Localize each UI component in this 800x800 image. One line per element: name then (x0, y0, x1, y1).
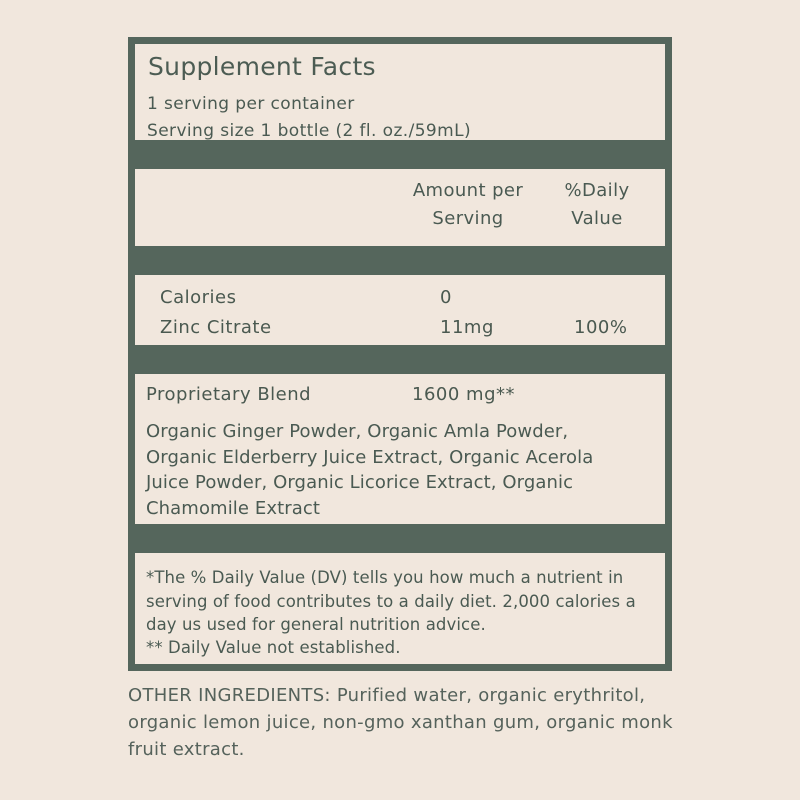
dv-header-line2: Value (571, 208, 623, 229)
nutrient-amount-zinc-citrate: 11mg (440, 317, 494, 338)
other-ingredients: OTHER INGREDIENTS: Purified water, organic erythritol, organic lemon juice, non-gmo xanthan gum, organic monk fruit extract. (128, 685, 673, 760)
nutrient-name-zinc-citrate: Zinc Citrate (160, 317, 272, 338)
column-header-section (135, 169, 665, 246)
blend-name: Proprietary Blend (146, 384, 312, 405)
blend-amount: 1600 mg** (412, 384, 515, 405)
footnote-section (135, 553, 665, 664)
nutrient-rows-section (135, 275, 665, 345)
amount-header-line1: Amount per (412, 180, 524, 201)
daily-value-header (547, 177, 647, 233)
serving-size: Serving size 1 bottle (2 fl. oz./59mL) (147, 121, 472, 141)
dv-header-line1: %Daily (564, 180, 630, 201)
proprietary-blend-section (135, 374, 665, 524)
nutrient-amount-calories: 0 (440, 287, 452, 308)
facts-title: Supplement Facts (148, 52, 376, 81)
supplement-facts-panel (128, 37, 672, 671)
servings-per-container: 1 serving per container (147, 94, 355, 114)
nutrient-name-calories: Calories (160, 287, 237, 308)
facts-header-section (135, 44, 665, 140)
footnote-not-established: ** Daily Value not established. (146, 638, 401, 657)
nutrient-dv-zinc-citrate: 100% (574, 317, 628, 338)
amount-per-serving-header (403, 177, 533, 233)
amount-header-line2: Serving (432, 208, 504, 229)
blend-ingredients: Organic Ginger Powder, Organic Amla Powder, Organic Elderberry Juice Extract, Organic Acerola Juice Powder, Organic Licorice Extract, Organic Chamomile Extract (146, 421, 594, 519)
footnote-daily-value: *The % Daily Value (DV) tells you how much a nutrient in serving of food contributes to a daily diet. 2,000 calories a day us used for general nutrition advice. (146, 568, 636, 634)
